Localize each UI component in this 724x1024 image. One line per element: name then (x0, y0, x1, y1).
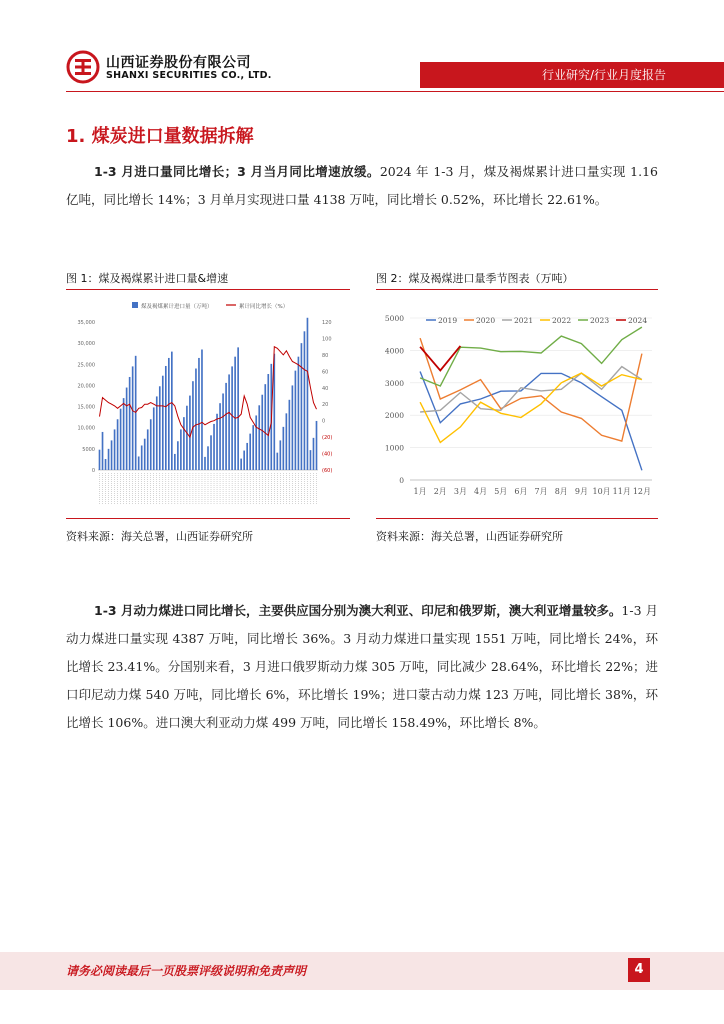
bar-cumulative-import (276, 453, 278, 470)
bar-cumulative-import (216, 414, 218, 470)
bar-cumulative-import (120, 409, 122, 470)
bar-cumulative-import (240, 459, 242, 470)
bar-cumulative-import (195, 369, 197, 470)
bar-cumulative-import (144, 439, 146, 470)
y-tick-label: 1000 (384, 443, 404, 453)
figure2-caption: 图 2：煤及褐煤进口量季节图表（万吨） (376, 272, 574, 285)
legend-label-line: 累计同比增长（%） (239, 304, 289, 310)
bar-cumulative-import (255, 415, 257, 470)
bar-cumulative-import (117, 419, 119, 470)
bar-cumulative-import (183, 417, 185, 470)
x-tick-label: 8月 (554, 487, 568, 496)
legend-label-bar: 煤及褐煤累计进口量（万吨） (141, 304, 213, 310)
y-tick-label: 4000 (384, 346, 404, 356)
y-left-tick-label: 0 (91, 468, 95, 474)
y-left-tick-label: 15,000 (77, 404, 95, 411)
figure2-top-rule (376, 289, 658, 290)
y-right-tick-label: 120 (322, 320, 332, 326)
paragraph-import-summary-body: 2024 年 1-3 月，煤及褐煤累计进口量实现 1.16 亿吨，同比增长 14%；3 月单月实现进口量 4138 万吨，同比增长 0.52%，环比增长 22.61%。 (66, 164, 658, 207)
figure1-bar-line-chart (66, 292, 350, 516)
legend-label-2019: 2019 (438, 316, 458, 325)
legend-label-2021: 2021 (514, 316, 534, 325)
paragraph-import-summary-lead: 1-3 月进口量同比增长；3 月当月同比增速放缓。 (94, 164, 380, 179)
bar-cumulative-import (114, 429, 116, 470)
y-right-tick-label: (20) (322, 435, 333, 442)
bar-cumulative-import (201, 349, 203, 470)
bar-cumulative-import (249, 434, 251, 470)
bar-cumulative-import (129, 377, 131, 470)
bar-cumulative-import (192, 381, 194, 470)
company-name-cn: 山西证券股份有限公司 (106, 55, 251, 71)
bar-cumulative-import (123, 398, 125, 470)
shanxi-securities-logo-icon (66, 50, 100, 84)
y-right-tick-label: (60) (322, 468, 333, 474)
x-tick-label: 4月 (474, 487, 488, 496)
y-tick-label: 0 (399, 476, 404, 485)
bar-cumulative-import (307, 318, 309, 470)
bar-cumulative-import (316, 421, 318, 470)
bar-cumulative-import (189, 396, 191, 470)
paragraph-import-summary (66, 158, 658, 214)
y-left-tick-label: 20,000 (77, 383, 95, 390)
y-left-tick-label: 10,000 (77, 425, 95, 432)
x-tick-label: 2月 (433, 487, 447, 496)
bar-cumulative-import (286, 413, 288, 470)
bar-cumulative-import (231, 366, 233, 470)
figure1-caption: 图 1：煤及褐煤累计进口量&增速 (66, 272, 229, 285)
legend-swatch-bar (132, 302, 138, 308)
bar-cumulative-import (225, 383, 227, 470)
bar-cumulative-import (295, 371, 297, 470)
bar-cumulative-import (313, 438, 315, 470)
bar-cumulative-import (298, 357, 300, 470)
y-right-tick-label: 60 (322, 369, 329, 376)
figure2-source: 资料来源：海关总署，山西证券研究所 (376, 530, 563, 543)
bar-cumulative-import (237, 347, 239, 470)
y-right-tick-label: (40) (322, 451, 333, 458)
y-left-tick-label: 30,000 (77, 341, 95, 348)
bar-cumulative-import (222, 393, 224, 470)
bar-cumulative-import (105, 459, 107, 470)
figure2-bottom-rule (376, 518, 658, 519)
legend-label-2023: 2023 (590, 316, 610, 325)
x-tick-label: 6月 (514, 487, 528, 496)
header-divider (66, 91, 724, 92)
y-right-tick-label: 40 (322, 385, 329, 392)
bar-cumulative-import (171, 352, 173, 470)
series-line-2022 (420, 373, 642, 442)
bar-cumulative-import (267, 374, 269, 470)
bar-cumulative-import (111, 440, 113, 470)
bar-cumulative-import (180, 429, 182, 470)
y-tick-label: 5000 (384, 314, 404, 323)
y-right-tick-label: 100 (322, 336, 332, 343)
bar-cumulative-import (102, 432, 104, 470)
x-tick-label: 1月 (413, 487, 427, 496)
bar-cumulative-import (126, 388, 128, 470)
y-left-tick-label: 25,000 (77, 362, 95, 369)
bar-cumulative-import (99, 450, 101, 470)
x-tick-label: 5月 (494, 487, 508, 496)
page-number: 4 (628, 958, 650, 982)
y-right-tick-label: 0 (322, 418, 326, 425)
bar-cumulative-import (210, 435, 212, 470)
bar-cumulative-import (186, 406, 188, 470)
figure2-seasonal-line-chart (376, 292, 658, 516)
figure1-top-rule (66, 289, 350, 290)
bar-cumulative-import (246, 443, 248, 470)
bar-cumulative-import (165, 366, 167, 470)
x-tick-label: 9月 (574, 487, 588, 496)
series-line-2023 (420, 327, 642, 386)
bar-cumulative-import (261, 395, 263, 470)
legend-label-2022: 2022 (552, 316, 572, 325)
paragraph-thermal-coal-lead: 1-3 月动力煤进口同比增长，主要供应国分别为澳大利亚、印尼和俄罗斯，澳大利亚增量较多。 (94, 603, 622, 618)
series-line-2019 (420, 372, 642, 471)
bar-cumulative-import (304, 331, 306, 470)
y-left-tick-label: 5000 (82, 446, 95, 453)
bar-cumulative-import (280, 440, 282, 470)
bar-cumulative-import (264, 384, 266, 470)
bar-cumulative-import (234, 357, 236, 470)
figure1-bottom-rule (66, 518, 350, 519)
report-type-label: 行业研究/行业月度报告 (541, 68, 666, 82)
section-title: 1. 煤炭进口量数据拆解 (66, 126, 254, 147)
legend-label-2024: 2024 (628, 316, 648, 325)
bar-cumulative-import (162, 376, 164, 470)
figure1-source: 资料来源：海关总署，山西证券研究所 (66, 530, 253, 543)
bar-cumulative-import (310, 450, 312, 470)
x-tick-label: 11月 (612, 487, 631, 496)
bar-cumulative-import (141, 445, 143, 470)
bar-cumulative-import (147, 429, 149, 470)
bar-cumulative-import (207, 446, 209, 470)
bar-cumulative-import (138, 456, 140, 470)
x-tick-label: 3月 (453, 487, 467, 496)
bar-cumulative-import (252, 425, 254, 470)
bar-cumulative-import (168, 358, 170, 470)
paragraph-thermal-coal-body: 1-3 月动力煤进口量实现 4387 万吨，同比增长 36%。3 月动力煤进口量实现 1551 万吨，同比增长 24%，环比增长 23.41%。分国别来看，3 月进口俄罗斯动力煤 305 万吨，同比减少 28.64%，环比增长 22%；进口印尼动力煤 540 万吨，同比增长 6%，环比增长 19%；进口蒙古动力煤 123 万吨，同比增长 38%，环比增长 106%。进口澳大利亚动力煤 499 万吨，同比增长 158.49%，环比增长 8%。 (66, 603, 659, 730)
bar-cumulative-import (177, 441, 179, 470)
bar-cumulative-import (132, 366, 134, 470)
y-tick-label: 3000 (384, 378, 404, 388)
y-tick-label: 2000 (384, 411, 404, 421)
x-tick-label: 7月 (534, 487, 548, 496)
bar-cumulative-import (198, 358, 200, 470)
x-tick-label: 12月 (632, 487, 652, 496)
paragraph-thermal-coal (66, 597, 658, 737)
company-name-en: SHANXI SECURITIES CO., LTD. (106, 70, 272, 81)
bar-cumulative-import (219, 403, 221, 470)
bar-cumulative-import (213, 424, 215, 470)
bar-cumulative-import (153, 407, 155, 470)
y-left-tick-label: 35,000 (77, 320, 95, 326)
bar-cumulative-import (292, 385, 294, 470)
bar-cumulative-import (159, 386, 161, 470)
legend-label-2020: 2020 (476, 316, 496, 325)
page-header (0, 0, 724, 92)
bar-cumulative-import (289, 400, 291, 470)
bar-cumulative-import (150, 419, 152, 470)
bar-cumulative-import (258, 405, 260, 470)
footer-disclaimer: 请务必阅读最后一页股票评级说明和免责声明 (66, 964, 307, 978)
bar-cumulative-import (156, 396, 158, 470)
bar-cumulative-import (228, 374, 230, 470)
y-right-tick-label: 80 (322, 352, 329, 359)
series-line-2021 (420, 367, 642, 412)
bar-cumulative-import (283, 427, 285, 470)
bar-cumulative-import (204, 457, 206, 470)
bar-cumulative-import (301, 343, 303, 470)
bar-cumulative-import (174, 454, 176, 470)
y-right-tick-label: 20 (322, 402, 329, 409)
x-tick-label: 10月 (592, 487, 611, 496)
bar-cumulative-import (108, 449, 110, 470)
bar-cumulative-import (243, 451, 245, 470)
